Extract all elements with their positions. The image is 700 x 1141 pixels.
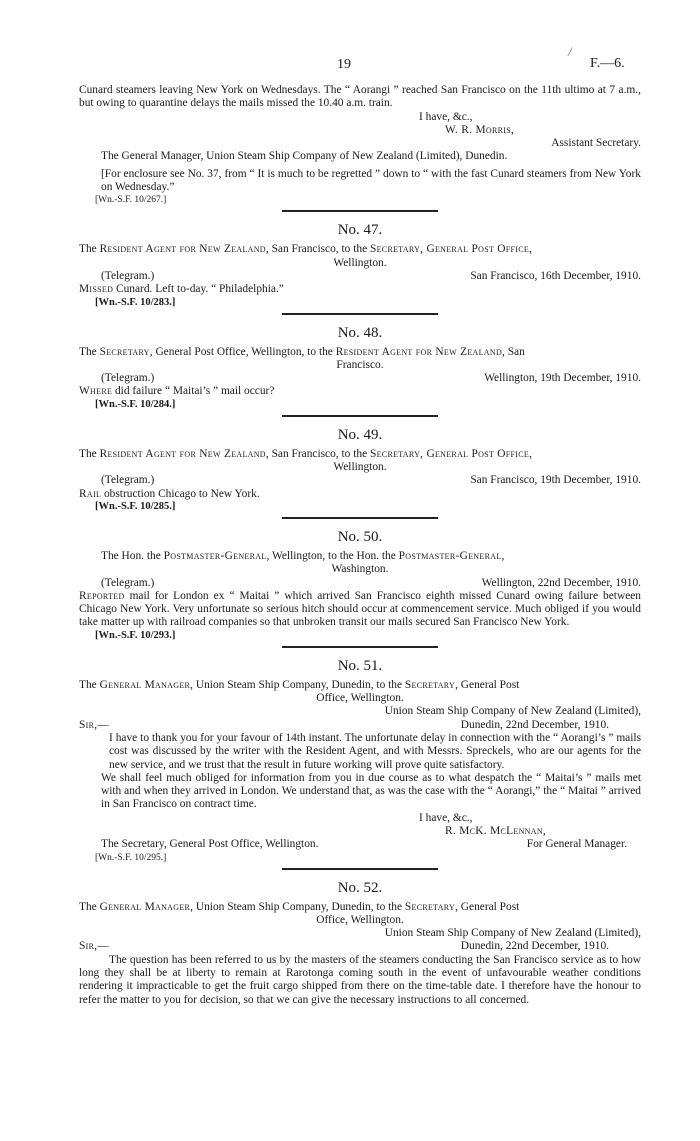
salutation: Sir,— — [79, 940, 110, 953]
item-number: No. 47. — [337, 222, 383, 239]
file-reference: [Wn.-S.F. 10/267.] — [95, 195, 167, 206]
item-number: No. 50. — [337, 528, 383, 545]
item-number: No. 51. — [337, 657, 383, 674]
telegram-47 — [79, 222, 641, 308]
item-heading: The General Manager, Union Steam Ship Company, Dunedin, to the Secretary, General Post — [79, 678, 520, 691]
letter-paragraph: The question has been referred to us by the masters of the steamers conducting the San Francisco service as to how long they shall be at liberty to remain at Rarotonga coming south in the event of unfavourable weather conditions rendering it impracticable to get the fruit cargo shipped from there on the time-table date. I therefore have the honour to refer the matter to you for decision, so that we can give the necessary instructions to all concerned. — [79, 953, 641, 1006]
telegram-line — [79, 270, 641, 283]
telegram-line — [79, 577, 641, 590]
file-reference: [Wn.-S.F. 10/284.] — [95, 398, 176, 410]
telegram-label: (Telegram.) — [101, 269, 155, 282]
pencil-mark: / — [568, 44, 572, 59]
telegram-body: Missed Cunard. Left to-day. “ Philadelphia.” — [79, 283, 284, 296]
telegram-label: (Telegram.) — [101, 474, 155, 487]
document-reference: F.—6. — [590, 56, 625, 71]
item-heading-line2: Office, Wellington. — [316, 692, 404, 705]
telegram-49 — [79, 427, 641, 513]
intro-paragraph: Cunard steamers leaving New York on Wednesdays. The “ Aorangi ” reached San Francisco on the 11th ultimo at 7 a.m., but owing to quarantine delays the mails missed the 10.40 a.m. train. — [79, 84, 641, 110]
addressee-line — [79, 838, 641, 851]
place-date: Dunedin, 22nd December, 1910. — [460, 718, 609, 731]
section-divider — [282, 210, 438, 212]
telegram-body: Reported mail for London ex “ Maitai ” which arrived San Francisco eighth missed Cunard owing failure between Chicago New York. Very unfortunate so serious hitch should occur at commencement service. Much obliged if you would take matter up with railroad companies so that unbroken transit our mails secured San Francisco New York. — [79, 589, 641, 629]
place-date: Dunedin, 22nd December, 1910. — [460, 940, 609, 953]
item-heading: The Resident Agent for New Zealand, San Francisco, to the Secretary, General Post Office, — [79, 447, 532, 460]
telegram-line — [79, 474, 641, 487]
salutation-line — [79, 940, 641, 953]
letter-paragraph: We shall feel much obliged for information from you in due course as to what despatch the “ Maitai’s ” mails met with and when they arrived in London. We understand that, as was the case with the “ Aorangi,” the “ Maitai ” arrived in San Francisco on contract time. — [101, 771, 641, 811]
enclosure-note: [For enclosure see No. 37, from “ It is much to be regretted ” down to “ with the fast Cunard steamers from New York on Wednesday.” — [101, 167, 641, 194]
item-number: No. 48. — [337, 324, 383, 341]
section-divider — [282, 517, 438, 519]
signature-name: R. McK. McLennan, — [445, 824, 547, 837]
letter-company: Union Steam Ship Company of New Zealand (Limited), — [384, 705, 641, 718]
place-date: San Francisco, 19th December, 1910. — [470, 474, 641, 487]
item-heading-line2: Washington. — [331, 563, 389, 576]
item-heading: The Hon. the Postmaster-General, Wellington, to the Hon. the Postmaster-General, — [101, 549, 505, 562]
intro-section — [79, 84, 641, 206]
file-reference: [Wn.-S.F. 10/295.] — [95, 852, 167, 863]
item-heading: The Secretary, General Post Office, Wellington, to the Resident Agent for New Zealand, San — [79, 345, 525, 358]
telegram-label: (Telegram.) — [101, 372, 155, 385]
document-body — [79, 84, 641, 1007]
place-date: San Francisco, 16th December, 1910. — [470, 269, 641, 282]
item-heading: The Resident Agent for New Zealand, San Francisco, to the Secretary, General Post Office, — [79, 243, 532, 256]
telegram-line — [79, 372, 641, 385]
addressee: The Secretary, General Post Office, Wellington. — [101, 838, 319, 851]
item-heading-line2: Wellington. — [333, 256, 387, 269]
item-heading-line2: Francisco. — [336, 358, 384, 371]
signature-name: W. R. Morris, — [445, 123, 515, 136]
telegram-48 — [79, 325, 641, 411]
letter-52 — [79, 880, 641, 1007]
item-number: No. 49. — [337, 426, 383, 443]
telegram-body: Rail obstruction Chicago to New York. — [79, 487, 260, 500]
place-date: Wellington, 22nd December, 1910. — [481, 576, 641, 589]
salutation: Sir,— — [79, 718, 110, 731]
addressee: The General Manager, Union Steam Ship Company of New Zealand (Limited), Dunedin. — [101, 150, 508, 163]
signature-have: I have, &c., — [419, 110, 473, 123]
letter-company: Union Steam Ship Company of New Zealand (Limited), — [384, 927, 641, 940]
item-heading-line2: Office, Wellington. — [316, 913, 404, 926]
signature-title: For General Manager. — [526, 838, 627, 851]
salutation-line — [79, 719, 641, 732]
section-divider — [282, 415, 438, 417]
item-number: No. 52. — [337, 879, 383, 896]
place-date: Wellington, 19th December, 1910. — [484, 372, 641, 385]
file-reference: [Wn.-S.F. 10/283.] — [95, 296, 176, 308]
telegram-label: (Telegram.) — [101, 576, 155, 589]
file-reference: [Wn.-S.F. 10/285.] — [95, 500, 176, 512]
letter-51 — [79, 658, 641, 864]
telegram-50 — [79, 529, 641, 642]
telegram-body: Where did failure “ Maitai’s ” mail occur? — [79, 385, 275, 398]
page-number: 19 — [337, 57, 351, 72]
section-divider — [282, 313, 438, 315]
item-heading-line2: Wellington. — [333, 461, 387, 474]
file-reference: [Wn.-S.F. 10/293.] — [95, 629, 176, 641]
signature-have: I have, &c., — [419, 811, 473, 824]
section-divider — [282, 646, 438, 648]
letter-paragraph: I have to thank you for your favour of 14th instant. The unfortunate delay in connection with the “ Aorangi’s ” mails cost was discussed by the writer with the Resident Agent, and with Messrs. Spreckels, who are our agents for the new service, and we trust that the result in future working will prove quite satisfactory. — [109, 731, 641, 771]
section-divider — [282, 868, 438, 870]
item-heading: The General Manager, Union Steam Ship Company, Dunedin, to the Secretary, General Post — [79, 900, 520, 913]
signature-title: Assistant Secretary. — [551, 137, 641, 150]
